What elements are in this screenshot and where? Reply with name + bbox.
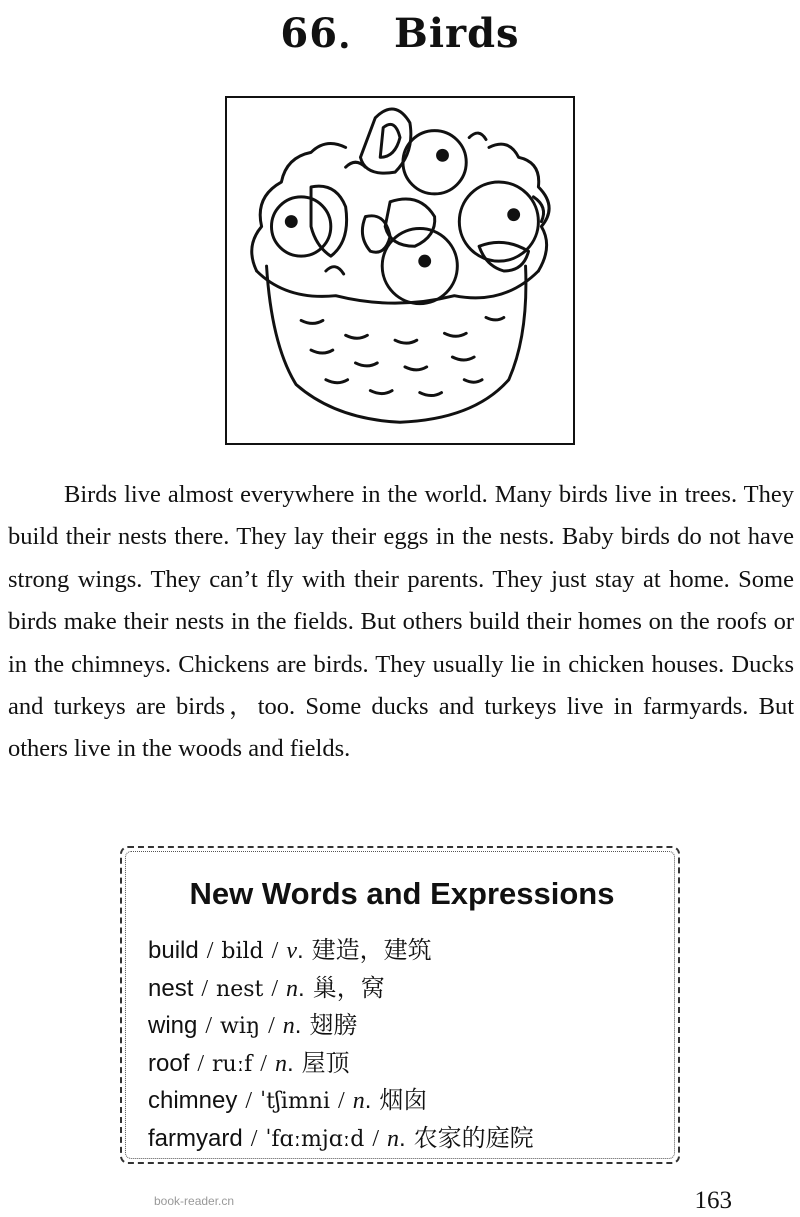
- vocab-word: farmyard: [148, 1124, 243, 1152]
- phonetic-open-slash: /: [205, 1013, 213, 1039]
- vocab-phonetic: ˈfɑːmjɑːd: [265, 1126, 365, 1152]
- vocab-entry-chimney: [148, 1082, 534, 1120]
- vocab-phonetic: nest: [216, 976, 264, 1002]
- vocab-phonetic: ruːf: [212, 1051, 253, 1077]
- vocab-meaning: 翅膀: [309, 1011, 358, 1039]
- birds-basket-illustration: [225, 96, 575, 445]
- pos-period: .: [364, 1087, 372, 1114]
- pos-period: .: [398, 1124, 406, 1152]
- basket-of-baby-birds-drawing: [227, 98, 573, 443]
- vocab-entry-roof: [148, 1045, 534, 1083]
- lesson-title: 66． Birds: [280, 10, 520, 57]
- vocabulary-list: [148, 932, 534, 1157]
- phonetic-open-slash: /: [250, 1125, 258, 1152]
- vocab-entry-wing: [148, 1007, 534, 1045]
- vocab-meaning: 屋顶: [301, 1048, 350, 1077]
- vocab-entry-build: [148, 932, 534, 970]
- phonetic-close-slash: /: [271, 975, 279, 1002]
- phonetic-open-slash: /: [245, 1088, 253, 1114]
- vocab-part-of-speech: n: [286, 975, 299, 1002]
- pos-period: .: [286, 1049, 294, 1077]
- vocab-meaning: 农家的庭院: [413, 1123, 534, 1152]
- vocab-meaning: 烟囱: [379, 1086, 428, 1114]
- phonetic-close-slash: /: [268, 1013, 275, 1039]
- phonetic-close-slash: /: [271, 938, 279, 964]
- phonetic-open-slash: /: [201, 975, 209, 1002]
- phonetic-close-slash: /: [260, 1050, 267, 1077]
- vocab-part-of-speech: n: [282, 1013, 295, 1039]
- vocab-entry-farmyard: [148, 1120, 534, 1158]
- vocab-phonetic: bild: [221, 939, 264, 964]
- lesson-paragraph: Birds live almost everywhere in the world. Many birds live in trees. They build their nests there. They lay their eggs in the nests. Baby birds do not have strong wings. They can’t fly with their parents. They just stay at home. Some birds make their nests in the fields. But others build their homes on the roofs or in the chimneys. Chickens are birds. They usually lie in chicken houses. Ducks and turkeys are birds，too. Some ducks and turkeys live in farmyards. But others live in the woods and fields.: [8, 481, 794, 763]
- pos-period: .: [294, 1012, 302, 1039]
- vocab-word: build: [148, 937, 199, 964]
- vocab-meaning: 建造，建筑: [311, 936, 432, 964]
- vocab-phonetic: ˈtʃimni: [260, 1089, 331, 1114]
- page-number: 163: [694, 1187, 732, 1214]
- vocabulary-heading: New Words and Expressions: [189, 876, 615, 911]
- pos-period: .: [298, 974, 305, 1002]
- phonetic-close-slash: /: [338, 1088, 345, 1114]
- vocabulary-box: [120, 846, 680, 1164]
- vocab-word: wing: [148, 1012, 198, 1039]
- phonetic-open-slash: /: [206, 938, 214, 964]
- vocab-word: nest: [148, 974, 194, 1002]
- pos-period: .: [296, 937, 304, 964]
- phonetic-close-slash: /: [372, 1125, 379, 1152]
- vocab-meaning: 巢，窝: [312, 973, 385, 1002]
- vocab-part-of-speech: n: [352, 1088, 365, 1114]
- vocab-part-of-speech: n: [274, 1050, 287, 1077]
- phonetic-open-slash: /: [197, 1050, 205, 1077]
- vocab-entry-nest: [148, 970, 534, 1008]
- vocab-part-of-speech: n: [386, 1125, 399, 1152]
- vocab-word: roof: [148, 1049, 190, 1077]
- vocab-part-of-speech: v: [286, 938, 297, 964]
- vocab-word: chimney: [148, 1087, 238, 1114]
- vocab-phonetic: wiŋ: [220, 1014, 261, 1039]
- site-watermark: book-reader.cn: [154, 1194, 235, 1208]
